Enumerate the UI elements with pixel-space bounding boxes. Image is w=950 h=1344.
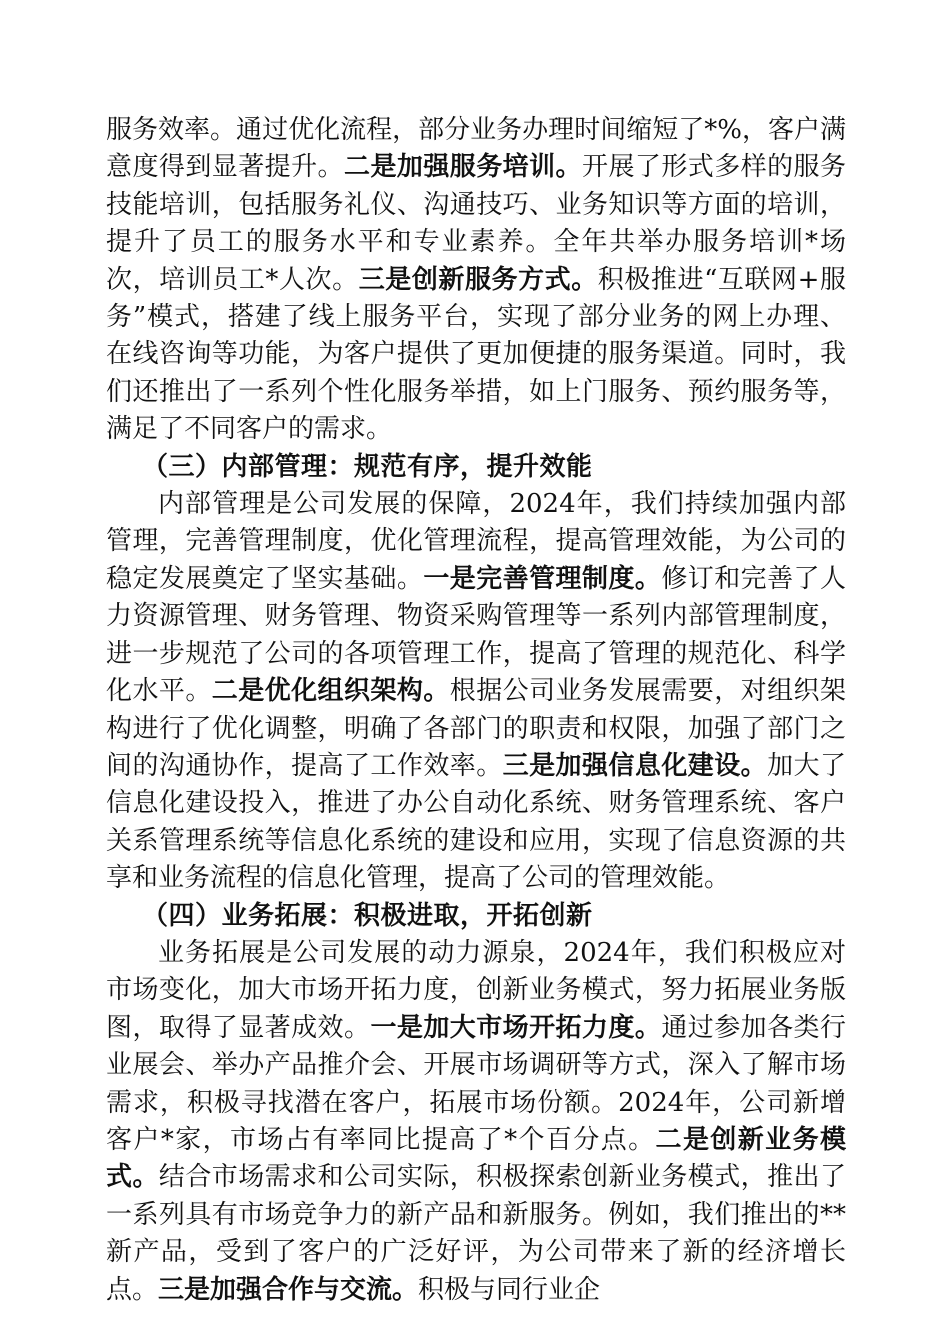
bold-point-title: 三是加强信息化建设。: [502, 750, 768, 781]
bold-point-title: 二是创新业务模式。: [106, 1124, 846, 1193]
body-paragraph: [106, 486, 846, 897]
paragraph-text: 服务效率。通过优化流程，部分业务办理时间缩短了*%，客户满意度得到显著提升。: [106, 115, 846, 183]
bold-point-title: 一是加大市场开拓力度。: [370, 1012, 662, 1043]
document-page: [106, 112, 846, 1309]
paragraph-text: 业务拓展是公司发展的动力源泉，2024年，我们积极应对市场变化，加大市场开拓力度，创新业务模式，努力拓展业务版图，取得了显著成效。: [106, 937, 846, 1043]
paragraph-text: 加大了信息化建设投入，推进了办公自动化系统、财务管理系统、客户关系管理系统等信息化系统的建设和应用，实现了信息资源的共享和业务流程的信息化管理，提高了公司的管理效能。: [106, 750, 846, 894]
paragraph-text: 通过参加各类行业展会、举办产品推介会、开展市场调研等方式，深入了解市场需求，积极寻找潜在客户，拓展市场份额。2024年，公司新增客户*家，市场占有率同比提高了*个百分点。: [106, 1012, 846, 1155]
body-paragraph: [106, 935, 846, 1309]
paragraph-text: 内部管理是公司发展的保障，2024年，我们持续加强内部管理，完善管理制度，优化管理流程，提高管理效能，为公司的稳定发展奠定了坚实基础。: [106, 489, 846, 594]
bold-point-title: 二是加强服务培训。: [344, 152, 582, 183]
paragraph-text: 根据公司业务发展需要，对组织架构进行了优化调整，明确了各部门的职责和权限，加强了部门之间的沟通协作，提高了工作效率。: [106, 676, 846, 781]
paragraph-text: 积极与同行业企: [418, 1274, 601, 1305]
section-heading: （三）内部管理：规范有序，提升效能: [142, 451, 593, 482]
body-paragraph: [106, 112, 846, 449]
bold-point-title: 一是完善管理制度。: [423, 563, 662, 594]
section-heading: （四）业务拓展：积极进取，开拓创新: [142, 900, 593, 931]
paragraph-text: 开展了形式多样的服务技能培训，包括服务礼仪、沟通技巧、业务知识等方面的培训，提升了员工的服务水平和专业素养。全年共举办服务培训*场次，培训员工*人次。: [106, 152, 846, 295]
bold-point-title: 三是创新服务方式。: [358, 264, 598, 295]
paragraph-text: 修订和完善了人力资源管理、财务管理、物资采购管理等一系列内部管理制度，进一步规范了公司的各项管理工作，提高了管理的规范化、科学化水平。: [106, 563, 846, 707]
bold-point-title: 三是加强合作与交流。: [158, 1274, 419, 1305]
bold-point-title: 二是优化组织架构。: [211, 676, 450, 707]
paragraph-text: 结合市场需求和公司实际，积极探索创新业务模式，推出了一系列具有市场竞争力的新产品和新服务。例如，我们推出的**新产品，受到了客户的广泛好评，为公司带来了新的经济增长点。: [106, 1162, 846, 1305]
paragraph-text: 积极推进“互联网+服务”模式，搭建了线上服务平台，实现了部分业务的网上办理、在线咨询等功能，为客户提供了更加便捷的服务渠道。同时，我们还推出了一系列个性化服务举措，如上门服务、预约服务等，满足了不同客户的需求。: [106, 264, 846, 445]
